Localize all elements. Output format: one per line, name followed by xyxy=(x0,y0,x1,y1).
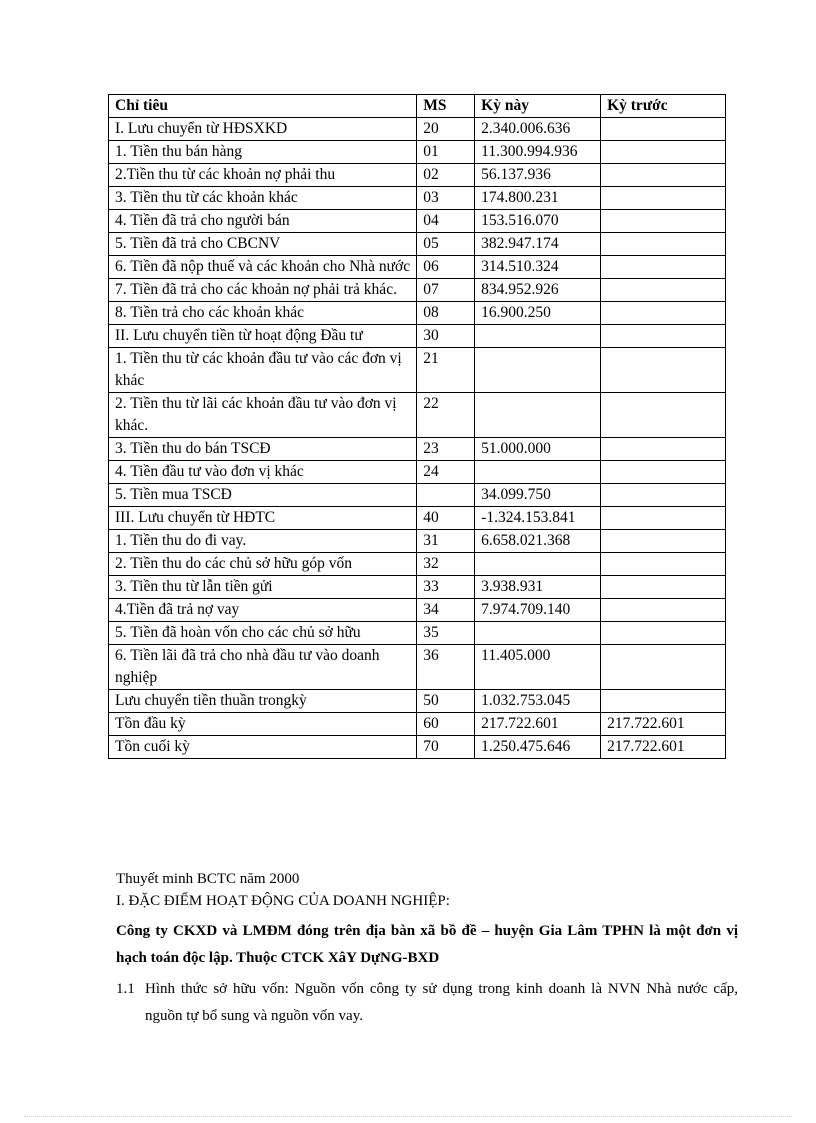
indicator-cell: 8. Tiền trả cho các khoản khác xyxy=(109,302,417,325)
previous-period-cell xyxy=(601,576,726,599)
current-period-cell: 314.510.324 xyxy=(475,256,601,279)
code-cell: 21 xyxy=(417,348,475,393)
table-row xyxy=(109,507,726,530)
code-cell: 08 xyxy=(417,302,475,325)
code-cell: 31 xyxy=(417,530,475,553)
code-cell: 05 xyxy=(417,233,475,256)
table-row xyxy=(109,348,726,393)
current-period-cell: 6.658.021.368 xyxy=(475,530,601,553)
table-row xyxy=(109,210,726,233)
indicator-cell: 5. Tiền đã hoàn vốn cho các chủ sở hữu xyxy=(109,622,417,645)
table-row xyxy=(109,302,726,325)
previous-period-cell xyxy=(601,348,726,393)
previous-period-cell xyxy=(601,279,726,302)
numbered-item xyxy=(116,976,738,1030)
previous-period-cell xyxy=(601,484,726,507)
header-current-period: Kỳ này xyxy=(475,95,601,118)
cash-flow-table xyxy=(108,94,726,759)
page-bottom-rule xyxy=(24,1116,792,1117)
current-period-cell xyxy=(475,461,601,484)
table-body xyxy=(109,118,726,759)
previous-period-cell xyxy=(601,141,726,164)
table-row xyxy=(109,599,726,622)
current-period-cell: 834.952.926 xyxy=(475,279,601,302)
indicator-cell: 4. Tiền đã trả cho người bán xyxy=(109,210,417,233)
table-row xyxy=(109,256,726,279)
previous-period-cell xyxy=(601,393,726,438)
indicator-cell: 3. Tiền thu từ các khoản khác xyxy=(109,187,417,210)
previous-period-cell xyxy=(601,622,726,645)
section-heading: I. ĐẶC ĐIỂM HOẠT ĐỘNG CỦA DOANH NGHIỆP: xyxy=(116,893,450,909)
indicator-cell: Tồn đầu kỳ xyxy=(109,713,417,736)
table-row xyxy=(109,141,726,164)
indicator-cell: 7. Tiền đã trả cho các khoản nợ phải trả khác. xyxy=(109,279,417,302)
code-cell: 35 xyxy=(417,622,475,645)
table-row xyxy=(109,279,726,302)
table-row xyxy=(109,530,726,553)
current-period-cell: 16.900.250 xyxy=(475,302,601,325)
current-period-cell: 34.099.750 xyxy=(475,484,601,507)
code-cell: 34 xyxy=(417,599,475,622)
code-cell: 06 xyxy=(417,256,475,279)
code-cell: 04 xyxy=(417,210,475,233)
current-period-cell xyxy=(475,325,601,348)
current-period-cell: 1.032.753.045 xyxy=(475,690,601,713)
table-row xyxy=(109,118,726,141)
code-cell: 01 xyxy=(417,141,475,164)
indicator-cell: 4. Tiền đầu tư vào đơn vị khác xyxy=(109,461,417,484)
indicator-cell: 1. Tiền thu từ các khoản đầu tư vào các đơn vị khác xyxy=(109,348,417,393)
code-cell: 60 xyxy=(417,713,475,736)
table-row xyxy=(109,438,726,461)
code-cell: 23 xyxy=(417,438,475,461)
indicator-cell: Lưu chuyển tiền thuần trongkỳ xyxy=(109,690,417,713)
current-period-cell xyxy=(475,348,601,393)
previous-period-cell xyxy=(601,187,726,210)
table-row xyxy=(109,461,726,484)
indicator-cell: 5. Tiền đã trả cho CBCNV xyxy=(109,233,417,256)
previous-period-cell xyxy=(601,233,726,256)
current-period-cell: 11.405.000 xyxy=(475,645,601,690)
code-cell: 32 xyxy=(417,553,475,576)
indicator-cell: II. Lưu chuyển tiền từ hoạt động Đầu tư xyxy=(109,325,417,348)
code-cell: 50 xyxy=(417,690,475,713)
code-cell xyxy=(417,484,475,507)
indicator-cell: 2. Tiền thu từ lãi các khoản đầu tư vào đơn vị khác. xyxy=(109,393,417,438)
indicator-cell: 4.Tiền đã trả nợ vay xyxy=(109,599,417,622)
previous-period-cell: 217.722.601 xyxy=(601,736,726,759)
current-period-cell xyxy=(475,393,601,438)
current-period-cell: 56.137.936 xyxy=(475,164,601,187)
code-cell: 20 xyxy=(417,118,475,141)
code-cell: 24 xyxy=(417,461,475,484)
code-cell: 36 xyxy=(417,645,475,690)
table-row xyxy=(109,713,726,736)
table-row xyxy=(109,622,726,645)
table-row xyxy=(109,690,726,713)
table-row xyxy=(109,325,726,348)
code-cell: 07 xyxy=(417,279,475,302)
current-period-cell: 11.300.994.936 xyxy=(475,141,601,164)
current-period-cell xyxy=(475,622,601,645)
table-row xyxy=(109,645,726,690)
indicator-cell: 3. Tiền thu từ lẫn tiền gửi xyxy=(109,576,417,599)
current-period-cell: 382.947.174 xyxy=(475,233,601,256)
indicator-cell: 2.Tiền thu từ các khoản nợ phải thu xyxy=(109,164,417,187)
current-period-cell: 7.974.709.140 xyxy=(475,599,601,622)
previous-period-cell xyxy=(601,118,726,141)
item-number: 1.1 xyxy=(116,981,135,997)
previous-period-cell xyxy=(601,325,726,348)
indicator-cell: 6. Tiền đã nộp thuế và các khoản cho Nhà nước xyxy=(109,256,417,279)
table-row xyxy=(109,164,726,187)
code-cell: 33 xyxy=(417,576,475,599)
notes-title: Thuyết minh BCTC năm 2000 xyxy=(116,871,300,887)
table-row xyxy=(109,484,726,507)
header-code: MS xyxy=(417,95,475,118)
previous-period-cell: 217.722.601 xyxy=(601,713,726,736)
previous-period-cell xyxy=(601,645,726,690)
table-row xyxy=(109,187,726,210)
current-period-cell: 2.340.006.636 xyxy=(475,118,601,141)
previous-period-cell xyxy=(601,599,726,622)
indicator-cell: 1. Tiền thu do đi vay. xyxy=(109,530,417,553)
current-period-cell: 217.722.601 xyxy=(475,713,601,736)
indicator-cell: III. Lưu chuyển từ HĐTC xyxy=(109,507,417,530)
code-cell: 70 xyxy=(417,736,475,759)
previous-period-cell xyxy=(601,690,726,713)
code-cell: 22 xyxy=(417,393,475,438)
indicator-cell: 1. Tiền thu bán hàng xyxy=(109,141,417,164)
table-row xyxy=(109,233,726,256)
code-cell: 03 xyxy=(417,187,475,210)
company-description: Công ty CKXD và LMĐM đóng trên địa bàn xã bồ đề – huyện Gia Lâm TPHN là một đơn vị hạch toán độc lập. Thuộc CTCK XâY DựNG-BXD xyxy=(116,923,738,966)
previous-period-cell xyxy=(601,507,726,530)
previous-period-cell xyxy=(601,210,726,233)
previous-period-cell xyxy=(601,461,726,484)
previous-period-cell xyxy=(601,164,726,187)
table-row xyxy=(109,736,726,759)
indicator-cell: 3. Tiền thu do bán TSCĐ xyxy=(109,438,417,461)
code-cell: 02 xyxy=(417,164,475,187)
previous-period-cell xyxy=(601,302,726,325)
indicator-cell: 6. Tiền lãi đã trả cho nhà đầu tư vào doanh nghiệp xyxy=(109,645,417,690)
item-text: Hình thức sở hữu vốn: Nguồn vốn công ty sử dụng trong kinh doanh là NVN Nhà nước cấp, nguồn tự bổ sung và nguồn vốn vay. xyxy=(145,981,738,1024)
table-row xyxy=(109,576,726,599)
previous-period-cell xyxy=(601,553,726,576)
indicator-cell: Tồn cuối kỳ xyxy=(109,736,417,759)
current-period-cell: 1.250.475.646 xyxy=(475,736,601,759)
previous-period-cell xyxy=(601,256,726,279)
current-period-cell: 51.000.000 xyxy=(475,438,601,461)
current-period-cell xyxy=(475,553,601,576)
previous-period-cell xyxy=(601,438,726,461)
code-cell: 40 xyxy=(417,507,475,530)
current-period-cell: 174.800.231 xyxy=(475,187,601,210)
indicator-cell: I. Lưu chuyển từ HĐSXKD xyxy=(109,118,417,141)
notes-section xyxy=(116,868,738,1030)
code-cell: 30 xyxy=(417,325,475,348)
header-indicator: Chỉ tiêu xyxy=(109,95,417,118)
previous-period-cell xyxy=(601,530,726,553)
indicator-cell: 2. Tiền thu do các chủ sở hữu góp vốn xyxy=(109,553,417,576)
header-previous-period: Kỳ trước xyxy=(601,95,726,118)
table-header-row xyxy=(109,95,726,118)
current-period-cell: 153.516.070 xyxy=(475,210,601,233)
current-period-cell: -1.324.153.841 xyxy=(475,507,601,530)
table-row xyxy=(109,553,726,576)
table-row xyxy=(109,393,726,438)
current-period-cell: 3.938.931 xyxy=(475,576,601,599)
indicator-cell: 5. Tiền mua TSCĐ xyxy=(109,484,417,507)
